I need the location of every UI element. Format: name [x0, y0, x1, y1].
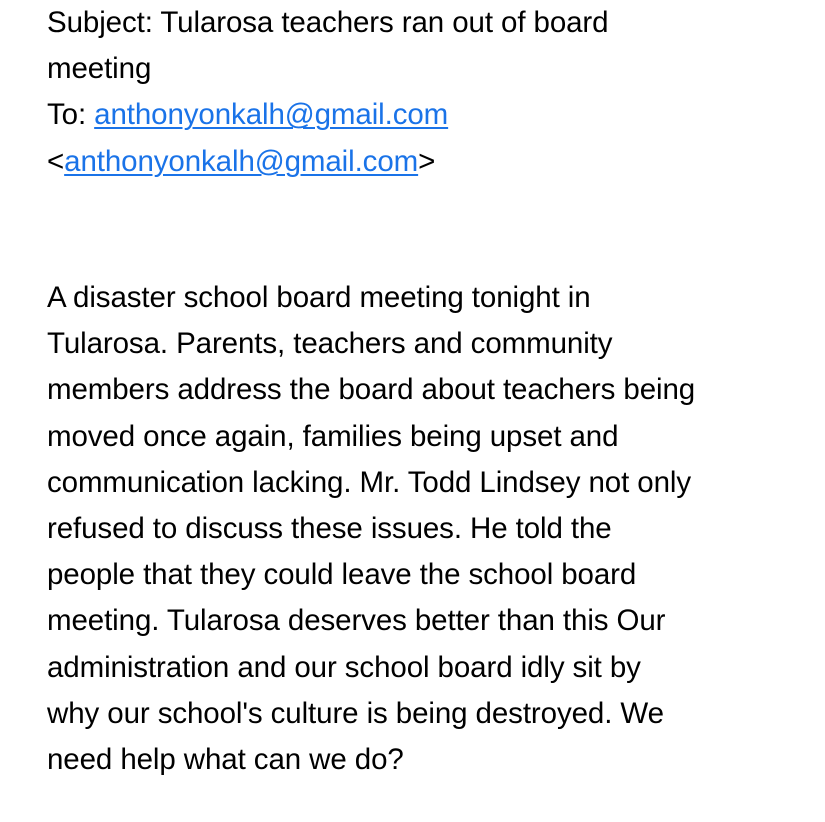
email-body	[47, 275, 807, 783]
body-line: communication lacking. Mr. Todd Lindsey not only	[47, 465, 691, 499]
to-prefix: To:	[47, 98, 95, 132]
body-line: A disaster school board meeting tonight in	[47, 281, 591, 314]
subject-line-2: meeting	[47, 52, 152, 86]
body-line: people that they could leave the school board	[47, 558, 637, 592]
bracket-close: >	[418, 144, 436, 178]
body-line: need help what can we do?	[47, 743, 404, 777]
to-line	[47, 92, 807, 138]
to-line-bracketed	[47, 139, 807, 185]
body-line: Tularosa. Parents, teachers and community	[47, 327, 613, 361]
body-line: why our school's culture is being destroyed. We	[47, 696, 664, 730]
subject-line-1: Subject: Tularosa teachers ran out of board	[47, 6, 609, 39]
bracket-open: <	[47, 144, 65, 178]
body-line: members address the board about teachers being	[47, 373, 696, 407]
recipient-email-link-bracketed[interactable]: anthonyonkalh@gmail.com	[64, 144, 419, 178]
email-header	[47, 0, 807, 185]
body-line: meeting. Tularosa deserves better than this Our	[47, 604, 666, 638]
recipient-email-link[interactable]: anthonyonkalh@gmail.com	[94, 98, 449, 132]
body-line: administration and our school board idly sit by	[47, 650, 641, 684]
body-line: moved once again, families being upset and	[47, 419, 619, 453]
body-line: refused to discuss these issues. He told the	[47, 512, 612, 546]
